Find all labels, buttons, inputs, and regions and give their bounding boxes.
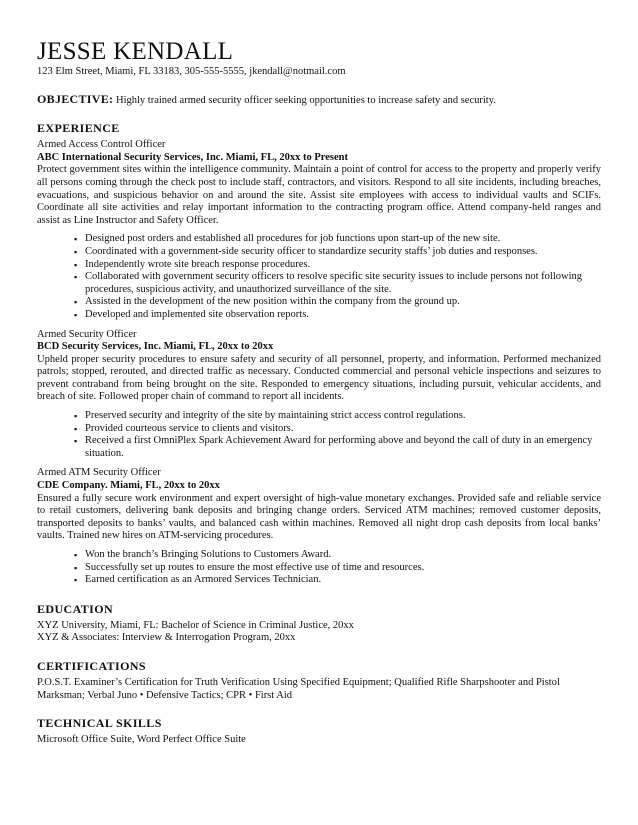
job-entry [37, 467, 601, 586]
education-entry: XYZ University, Miami, FL: Bachelor of Science in Criminal Justice, 20xx [37, 619, 354, 631]
objective-text: Highly trained armed security officer seeking opportunities to increase safety and security. [115, 94, 496, 106]
job-role: Armed Access Control Officer [37, 139, 166, 151]
job-achievements [37, 410, 601, 460]
list-item: ▪ Independently wrote site breach response procedures. [74, 259, 601, 272]
job-description: Protect government sites within the intelligence community. Maintain a point of control for access to the property and properly verify all persons coming through the check post to include staff, contractors, and visitors. Respond to all site incidents, including breaches, evacuations, and suspicious behavior on and around the site. Assist site employees with access to individual vaults and SCIFs. Coordinate all site activities and relay important information to the contracting program office. Attend company-held ranges and assist as Line Instructor and Safety Officer. [37, 164, 601, 226]
experience-heading: EXPERIENCE [37, 121, 120, 136]
list-item: ▪ Collaborated with government security officers to resolve specific site security issues to include persons not following procedures, suspicious activity, and unauthorized surveillance of the site. [74, 271, 601, 296]
list-item: ▪ Assisted in the development of the new position within the company from the ground up. [74, 296, 601, 309]
certifications-text: P.O.S.T. Examiner’s Certification for Truth Verification Using Specified Equipment; Qualified Rifle Sharpshooter and Pistol Marksman; Verbal Juno • Defensive Tactics; CPR • First Aid [37, 676, 560, 701]
job-achievements [37, 233, 601, 321]
job-company: ABC International Security Services, Inc. Miami, FL, 20xx to Present [37, 151, 348, 163]
job-achievements [37, 549, 601, 587]
job-description: Upheld proper security procedures to ensure safety and security of all personnel, property, and information. Performed mechanized patrols; stopped, rerouted, and directed traffic as necessary. Conducted commercial and personal vehicle inspections and seizures to prevent contraband from being brought on the site. Responded to emergency situations, including pursuit, vehicular accidents, and breach of site. Followed proper chain of command to report all incidents. [37, 353, 601, 403]
education-heading: EDUCATION [37, 601, 114, 616]
job-entry [37, 329, 601, 461]
list-item: ▪ Provided courteous service to clients and visitors. [74, 423, 601, 436]
list-item: ▪ Won the branch’s Bringing Solutions to Customers Award. [74, 549, 601, 562]
list-item: ▪ Successfully set up routes to ensure the most effective use of time and resources. [74, 562, 601, 575]
list-item: ▪ Earned certification as an Armored Services Technician. [74, 574, 601, 587]
education-entry: XYZ & Associates: Interview & Interrogation Program, 20xx [37, 632, 296, 644]
list-item: ▪ Designed post orders and established all procedures for job functions upon start-up of the new site. [74, 233, 601, 246]
job-company: BCD Security Services, Inc. Miami, FL, 20xx to 20xx [37, 341, 274, 353]
job-description: Ensured a fully secure work environment and expert oversight of high-value monetary exchanges. Provided safe and reliable service to retail customers, delivering bank deposits and bringing change orders. Serviced ATM machines; removed customer deposits, transported deposits to banks’ vaults, and balanced cash within machines. Removed all night drop cash deposits from local banks’ vaults. Trained new hires on ATM-servicing procedures. [37, 492, 601, 542]
objective-label: OBJECTIVE: [37, 91, 114, 106]
certifications-heading: CERTIFICATIONS [37, 658, 146, 673]
technical-skills-text: Microsoft Office Suite, Word Perfect Office Suite [37, 734, 246, 746]
job-company: CDE Company. Miami, FL, 20xx to 20xx [37, 480, 220, 492]
job-role: Armed ATM Security Officer [37, 467, 161, 479]
list-item: ▪ Received a first OmniPlex Spark Achievement Award for performing above and beyond the call of duty in an emergency situation. [74, 435, 601, 460]
job-entry [37, 139, 601, 321]
candidate-name: JESSE KENDALL [37, 38, 234, 65]
list-item: ▪ Developed and implemented site observation reports. [74, 309, 601, 322]
technical-skills-heading: TECHNICAL SKILLS [37, 716, 162, 731]
objective-section [37, 93, 601, 108]
contact-info: 123 Elm Street, Miami, FL 33183, 305-555-5555, jkendall@notmail.com [37, 66, 346, 77]
list-item: ▪ Preserved security and integrity of the site by maintaining strict access control regulations. [74, 410, 601, 423]
job-role: Armed Security Officer [37, 328, 137, 340]
list-item: ▪ Coordinated with a government-side security officer to standardize security staffs’ job duties and responses. [74, 246, 601, 259]
resume-page [37, 38, 601, 747]
